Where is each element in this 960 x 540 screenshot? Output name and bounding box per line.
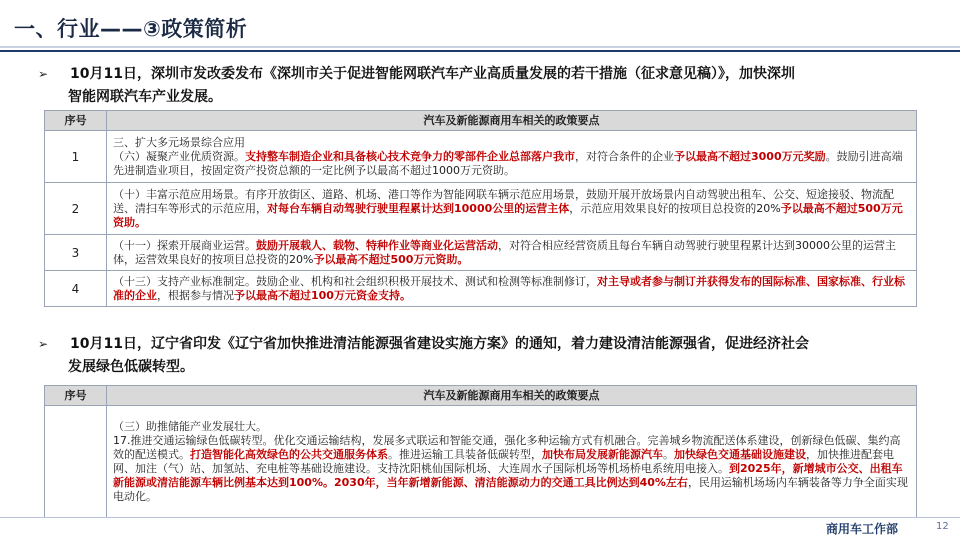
policy-text: ，对符合相应经营资质且每台车辆自动驾驶行驶里程累计达到30000公里的运营主体，运营效果良好的按项目总投资的20%	[113, 238, 896, 266]
policy-text: 三、扩大多元场景综合应用	[113, 135, 245, 149]
header-divider	[0, 50, 960, 52]
highlighted-text: 对每台车辆自动驾驶行驶里程累计达到10000公里的运营主体	[267, 201, 570, 215]
col-header-content: 汽车及新能源商用车相关的政策要点	[107, 111, 917, 131]
highlighted-text: 鼓励开展载人、载物、特种作业等商业化运营活动	[256, 238, 498, 252]
slide-header	[0, 0, 960, 54]
section2-headline	[70, 333, 930, 379]
page-number: 12	[936, 521, 949, 532]
policy-text: （十）丰富示范应用场景。有序开放街区、道路、机场、港口等作为智能网联车辆示范应用场景，鼓励开展开放场景内自动驾驶出租车、公交、短途接驳、物流配送、清扫车等形式的示范应用，	[113, 187, 894, 215]
header-stripe	[0, 46, 960, 48]
policy-table-shenzhen	[44, 110, 917, 307]
table-row	[45, 235, 917, 271]
policy-point	[107, 183, 917, 235]
policy-point	[107, 406, 917, 518]
section2-line2: 发展绿色低碳转型。	[68, 359, 194, 375]
policy-text: 。	[663, 447, 674, 461]
highlighted-text: 予以最高不超过100万元资金支持。	[234, 288, 411, 302]
policy-point	[107, 131, 917, 183]
policy-text: ，根据参与情况	[157, 288, 234, 302]
section1-line1: 10月11日，深圳市发改委发布《深圳市关于促进智能网联汽车产业高质量发展的若干措施（征求意见稿）》，加快深圳	[70, 66, 795, 82]
highlighted-text: 予以最高不超过500万元资助。	[313, 252, 469, 266]
table-header-row	[45, 386, 917, 406]
highlighted-text: 予以最高不超过500万元资助。	[113, 201, 903, 229]
policy-text: （三）助推储能产业发展壮大。	[113, 419, 267, 433]
row-number: 2	[45, 183, 107, 235]
highlighted-text: 对主导或者参与制订并获得发布的国际标准、国家标准、行业标准的企业	[113, 274, 905, 302]
footer-divider	[0, 517, 960, 518]
col-header-no: 序号	[45, 111, 107, 131]
table-row	[45, 406, 917, 518]
policy-text: ，示范应用效果良好的按项目总投资的20%	[569, 201, 781, 215]
policy-text: 17.推进交通运输绿色低碳转型。优化交通运输结构，发展多式联运和智能交通，强化多种运输方式有机融合。完善城乡物流配送体系建设，创新绿色低碳、集约高效的配送模式。	[113, 433, 901, 461]
bullet-arrow-icon: ➢	[38, 337, 49, 351]
policy-text: （十一）探索开展商业运营。	[113, 238, 256, 252]
col-header-no: 序号	[45, 386, 107, 406]
policy-point	[107, 271, 917, 307]
highlighted-text: 到2025年，新增城市公交、出租车新能源或清洁能源车辆比例基本达到100%。2030年，当年新增新能源、清洁能源动力的交通工具比例达到40%左右	[113, 461, 903, 489]
row-number: 3	[45, 235, 107, 271]
policy-text: 。推进运输工具装备低碳转型，	[388, 447, 542, 461]
policy-point	[107, 235, 917, 271]
highlighted-text: 加快绿色交通基础设施建设	[674, 447, 806, 461]
policy-text: （十三）支持产业标准制定。鼓励企业、机构和社会组织积极开展技术、测试和检测等标准制修订，	[113, 274, 597, 288]
policy-text: ，民用运输机场场内车辆装备等力争全面实现电动化。	[113, 475, 908, 503]
row-number	[45, 406, 107, 518]
highlighted-text: 支持整车制造企业和具备核心技术竞争力的零部件企业总部落户我市	[245, 149, 575, 163]
table-header-row	[45, 111, 917, 131]
highlighted-text: 加快布局发展新能源汽车	[542, 447, 663, 461]
policy-text: （六）凝聚产业优质资源。	[113, 149, 245, 163]
col-header-content: 汽车及新能源商用车相关的政策要点	[107, 386, 917, 406]
page-title: 一、行业——③政策简析	[14, 17, 248, 41]
policy-text: ，加快推进配套电网、加注（气）站、加氢站、充电桩等基础设施建设。支持沈阳桃仙国际机场、大连周水子国际机场等机场桥电系统用电接入。	[113, 447, 894, 475]
bullet-arrow-icon: ➢	[38, 67, 49, 81]
section1-line2: 智能网联汽车产业发展。	[68, 89, 222, 105]
section1-headline	[70, 63, 930, 109]
footer-department: 商用车工作部	[826, 522, 899, 536]
table-row	[45, 183, 917, 235]
policy-text: ，对符合条件的企业	[575, 149, 674, 163]
table-row	[45, 131, 917, 183]
highlighted-text: 打造智能化高效绿色的公共交通服务体系	[190, 447, 388, 461]
row-number: 1	[45, 131, 107, 183]
policy-table-liaoning	[44, 385, 917, 518]
policy-text: 。鼓励引进高端先进制造业项目，按固定资产投资总额的一定比例予以最高不超过1000万元资助。	[113, 149, 903, 177]
table-row	[45, 271, 917, 307]
highlighted-text: 予以最高不超过3000万元奖励	[674, 149, 826, 163]
row-number: 4	[45, 271, 107, 307]
section2-line1: 10月11日，辽宁省印发《辽宁省加快推进清洁能源强省建设实施方案》的通知，着力建设清洁能源强省，促进经济社会	[70, 336, 809, 352]
